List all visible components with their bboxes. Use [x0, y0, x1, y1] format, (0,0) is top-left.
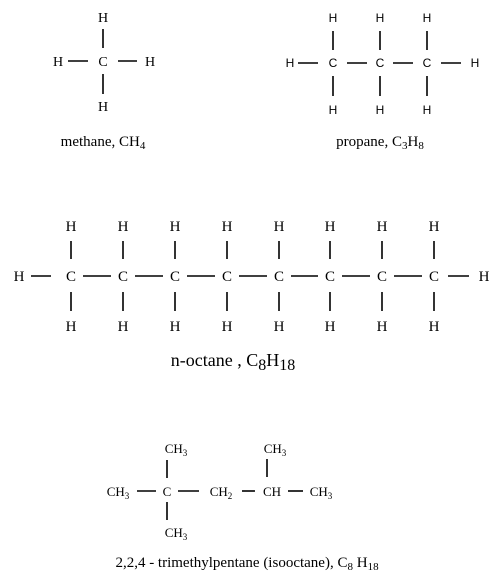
propane-hydrogen-top-3: H [422, 11, 432, 25]
octane-carbon-1: C [65, 269, 77, 285]
octane-hydrogen-bottom-2: H [117, 319, 129, 335]
octane-carbon-8: C [428, 269, 440, 285]
propane-carbon-3: C [422, 56, 432, 70]
methane-caption-subscript: 4 [139, 140, 146, 152]
methane-caption [61, 134, 146, 152]
methane-hydrogen-bottom: H [97, 100, 109, 115]
octane-hydrogen-bottom-5: H [273, 319, 285, 335]
octane-caption-sub2: 18 [279, 357, 296, 374]
octane-hydrogen-bottom-7: H [376, 319, 388, 335]
octane-hydrogen-top-8: H [428, 219, 440, 235]
octane-caption-sub1: 8 [258, 357, 267, 374]
isooctane-caption [115, 555, 379, 573]
octane-carbon-5: C [273, 269, 285, 285]
methane-structure [53, 11, 155, 115]
octane-carbon-6: C [324, 269, 336, 285]
octane-hydrogen-top-3: H [169, 219, 181, 235]
propane-caption-mid: H [407, 134, 419, 150]
octane-hydrogen-top-4: H [221, 219, 233, 235]
octane-carbon-3: C [169, 269, 181, 285]
octane-hydrogen-bottom-1: H [65, 319, 77, 335]
octane-carbon-7: C [376, 269, 388, 285]
isooctane-methyl-top-c2: $CH_3$ [164, 441, 188, 458]
isooctane-caption-name: 2,2,4 - trimethylpentane (isooctane), C [115, 555, 348, 571]
methane-caption-name: methane, CH [60, 134, 140, 150]
propane-hydrogen-top-1: H [328, 11, 338, 25]
octane-hydrogen-top-7: H [376, 219, 388, 235]
octane-hydrogen-bottom-8: H [428, 319, 440, 335]
isooctane-methyl-bottom-c2: $CH_3$ [164, 525, 188, 542]
octane-hydrogen-top-2: H [117, 219, 129, 235]
isooctane-methyl-top-c4: $CH_3$ [263, 441, 287, 458]
propane-hydrogen-bottom-2: H [375, 103, 385, 117]
octane-hydrogen-top-6: H [324, 219, 336, 235]
isooctane-caption-sub1: 8 [347, 561, 353, 573]
propane-caption-sub2: 8 [418, 140, 424, 152]
octane-hydrogen-bottom-4: H [221, 319, 233, 335]
octane-caption-name: n-octane , C [170, 350, 259, 370]
octane-hydrogen-top-1: H [65, 219, 77, 235]
octane-caption [171, 350, 295, 374]
isooctane-ch3-right: $CH_3$ [309, 484, 333, 501]
propane-hydrogen-bottom-1: H [328, 103, 338, 117]
methane-hydrogen-top: H [97, 11, 109, 26]
octane-hydrogen-top-5: H [273, 219, 285, 235]
propane-structure [286, 11, 480, 117]
propane-caption-sub1: 3 [401, 140, 408, 152]
isooctane-ch2: $CH_2$ [209, 484, 233, 501]
octane-hydrogen-left: H [13, 269, 25, 285]
octane-caption-mid: H [266, 350, 280, 370]
propane-hydrogen-bottom-3: H [422, 103, 432, 117]
octane-hydrogen-bottom-6: H [324, 319, 336, 335]
methane-hydrogen-left: H [52, 55, 64, 70]
isooctane-ch: CH [262, 484, 282, 499]
methane-hydrogen-right: H [144, 55, 156, 70]
propane-hydrogen-right: H [470, 56, 480, 70]
propane-carbon-1: C [328, 56, 338, 70]
methane-carbon: C [98, 55, 108, 70]
propane-hydrogen-top-2: H [375, 11, 385, 25]
propane-caption [336, 134, 424, 152]
propane-carbon-2: C [375, 56, 385, 70]
octane-structure [14, 219, 490, 335]
isooctane-caption-mid: H [352, 555, 368, 571]
octane-carbon-4: C [221, 269, 233, 285]
isooctane-ch3-left: $CH_3$ [106, 484, 130, 501]
octane-carbon-2: C [117, 269, 129, 285]
octane-hydrogen-right: H [478, 269, 490, 285]
propane-hydrogen-left: H [285, 56, 295, 70]
isooctane-structure [107, 441, 333, 542]
octane-hydrogen-bottom-3: H [169, 319, 181, 335]
isooctane-caption-sub2: 18 [367, 561, 379, 573]
propane-caption-name: propane, C [336, 134, 402, 150]
isooctane-quaternary-carbon: C [162, 484, 172, 499]
